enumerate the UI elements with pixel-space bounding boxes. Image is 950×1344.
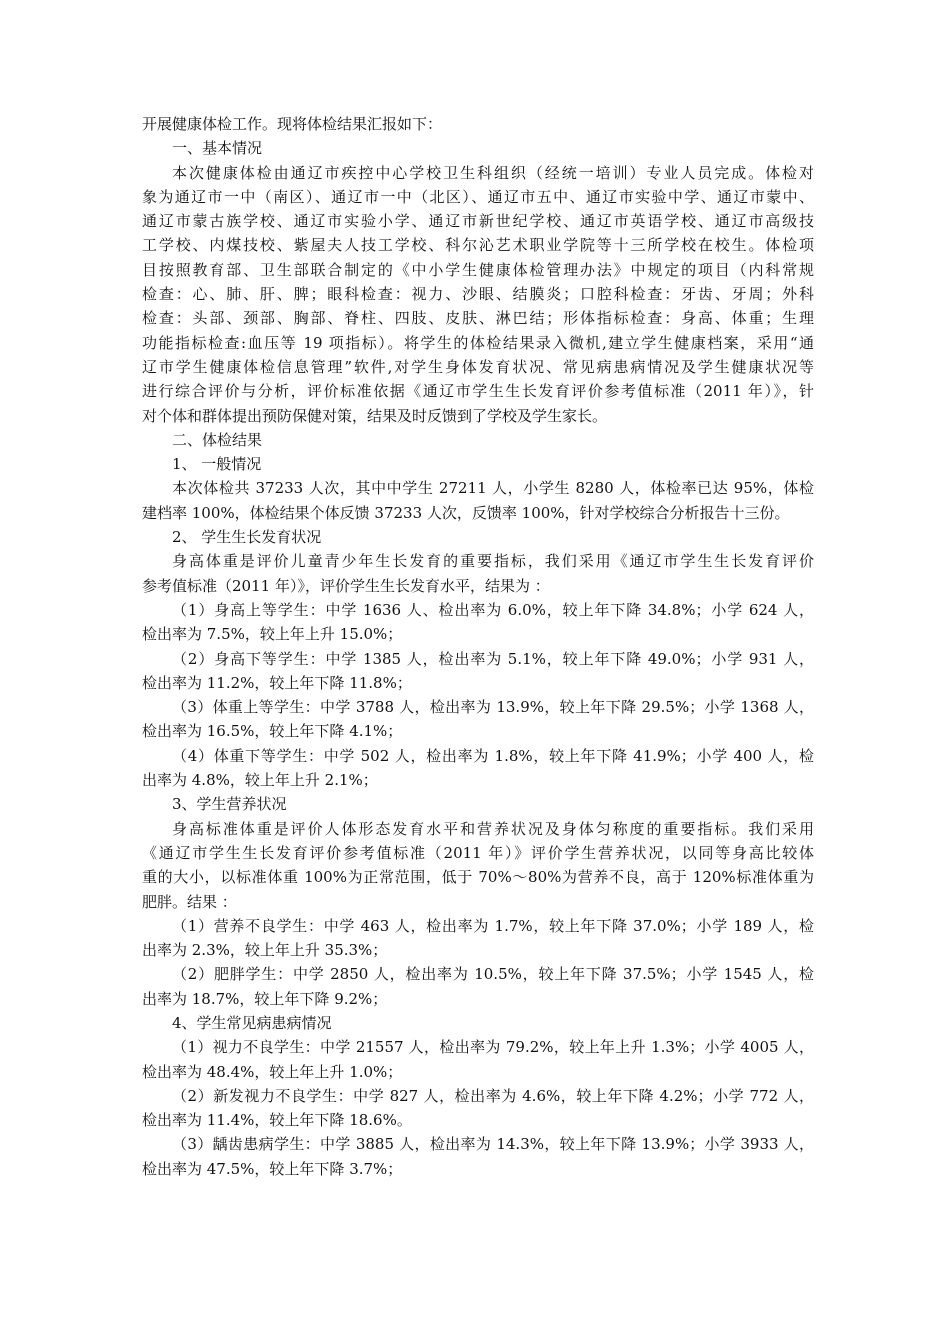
text-line: 身高体重是评价儿童青少年生长发育的重要指标，我们采用《通辽市学生生长发育评价 (172, 552, 814, 571)
text-line: 检出率为 7.5%，较上年上升 15.0%； (142, 625, 403, 644)
text-line: 检查：心、肺、肝、脾；眼科检查：视力、沙眼、结膜炎；口腔科检查：牙齿、牙周；外科 (142, 285, 814, 304)
text-line: 4、学生常见病患病情况 (172, 1013, 332, 1032)
text-line: （2）新发视力不良学生：中学 827 人，检出率为 4.6%，较上年下降 4.2%；小学 772 人， (172, 1086, 814, 1105)
text-line: 通辽市蒙古族学校、通辽市实验小学、通辽市新世纪学校、通辽市英语学校、通辽市高级技 (142, 212, 814, 231)
text-line: 参考值标准（2011 年）》，评价学生生长发育水平，结果为 ： (142, 576, 550, 595)
text-line: （1）视力不良学生：中学 21557 人，检出率为 79.2%，较上年上升 1.3%；小学 4005 人， (172, 1038, 814, 1057)
text-line: 检出率为 48.4%，较上年上升 1.0%； (142, 1062, 403, 1081)
text-line: 辽市学生健康体检信息管理”软件,对学生身体发育状况、常见病患病情况及学生健康状况等 (142, 357, 814, 376)
text-line: （2）肥胖学生：中学 2850 人，检出率为 10.5%，较上年下降 37.5%；小学 1545 人，检 (172, 965, 814, 984)
text-line: 一、基本情况 (172, 139, 263, 158)
text-line: 目按照教育部、卫生部联合制定的《中小学生健康体检管理办法》中规定的项目（内科常规 (142, 260, 814, 279)
text-line: 重的大小，以标准体重 100%为正常范围，低于 70%～80%为营养不良，高于 120%标准体重为 (142, 868, 814, 887)
text-line: 进行综合评价与分析，评价标准依据《通辽市学生生长发育评价参考值标准（2011 年）》，针 (142, 382, 814, 401)
text-line: 功能指标检查:血压等 19 项指标）。将学生的体检结果录入微机,建立学生健康档案，采用“通 (142, 333, 814, 352)
text-line: （2）身高下等学生：中学 1385 人，检出率为 5.1%，较上年下降 49.0%；小学 931 人， (172, 649, 814, 668)
text-line: 检出率为 11.2%，较上年下降 11.8%； (142, 673, 412, 692)
text-line: 肥胖。结果 ： (142, 892, 237, 911)
text-line: 检查：头部、颈部、胸部、脊柱、四肢、皮肤、淋巴结；形体指标检查：身高、体重；生理 (142, 309, 814, 328)
text-line: 本次健康体检由通辽市疾控中心学校卫生科组织（经统一培训）专业人员完成。体检对 (172, 163, 814, 182)
text-line: （4）体重下等学生：中学 502 人，检出率为 1.8%，较上年下降 41.9%；小学 400 人，检 (172, 746, 814, 765)
text-line: 二、体检结果 (172, 430, 263, 449)
text-line: 出率为 4.8%，较上年上升 2.1%； (142, 771, 378, 790)
text-line: 工学校、内煤技校、紫屋夫人技工学校、科尔沁艺术职业学院等十三所学校在校生。体检项 (142, 236, 814, 255)
text-line: 3、学生营养状况 (172, 795, 287, 814)
text-line: 开展健康体检工作。现将体检结果汇报如下： (142, 115, 443, 133)
text-line: 本次体检共 37233 人次，其中中学生 27211 人，小学生 8280 人，体检率已达 95%，体检 (172, 479, 814, 498)
text-line: 身高标准体重是评价人体形态发育水平和营养状况及身体匀称度的重要指标。我们采用 (172, 819, 814, 838)
text-line: 检出率为 11.4%，较上年下降 18.6%。 (142, 1111, 412, 1130)
text-line: 出率为 2.3%，较上年上升 35.3%； (142, 941, 388, 960)
text-line: 对个体和群体提出预防保健对策，结果及时反馈到了学校及学生家长。 (142, 406, 608, 425)
text-line: 1、 一般情况 (172, 455, 262, 474)
text-line: 检出率为 16.5%，较上年下降 4.1%； (142, 722, 403, 741)
text-line: 出率为 18.7%，较上年下降 9.2%； (142, 989, 388, 1008)
text-line: 检出率为 47.5%，较上年下降 3.7%； (142, 1159, 403, 1178)
text-line: 2、 学生生长发育状况 (172, 528, 322, 547)
text-line: 建档率 100%，体检结果个体反馈 37233 人次，反馈率 100%，针对学校综合分析报告十三份。 (142, 503, 790, 522)
text-line: 象为通辽市一中（南区）、通辽市一中（北区）、通辽市五中、通辽市实验中学、通辽市蒙中、 (142, 187, 814, 206)
text-line: （3）体重上等学生：中学 3788 人，检出率为 13.9%，较上年下降 29.5%；小学 1368 人， (172, 698, 814, 717)
text-line: 《通辽市学生生长发育评价参考值标准（2011 年）》评价学生营养状况，以同等身高比较体 (142, 843, 814, 862)
document-page (142, 112, 814, 1181)
text-line: （3）龋齿患病学生：中学 3885 人，检出率为 14.3%，较上年下降 13.9%；小学 3933 人， (172, 1135, 814, 1154)
text-line: （1）身高上等学生：中学 1636 人、检出率为 6.0%，较上年下降 34.8%；小学 624 人， (172, 600, 814, 619)
text-line: （1）营养不良学生：中学 463 人，检出率为 1.7%，较上年下降 37.0%；小学 189 人，检 (172, 916, 814, 935)
